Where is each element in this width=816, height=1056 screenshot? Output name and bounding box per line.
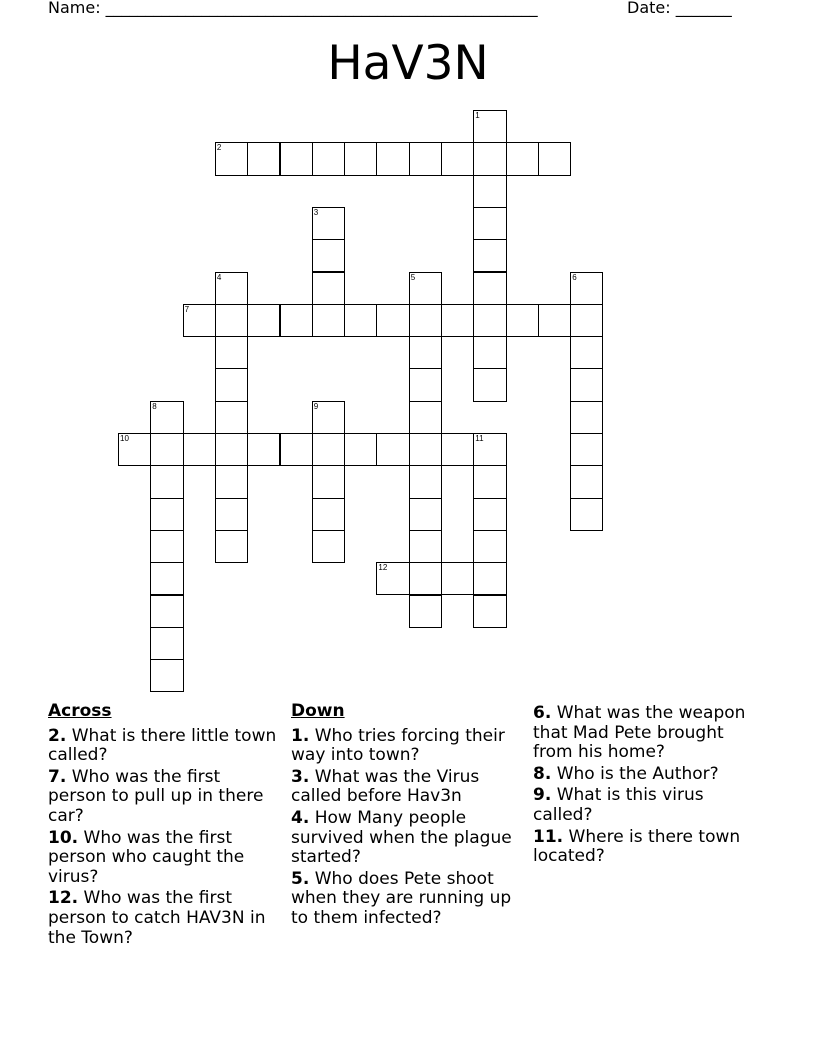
- grid-cell[interactable]: [473, 368, 506, 401]
- grid-cell[interactable]: [312, 272, 345, 305]
- grid-cell[interactable]: [312, 239, 345, 272]
- clue-text: What is there little town called?: [48, 725, 277, 766]
- clue-text: What was the Virus called before Hav3n: [291, 766, 480, 807]
- grid-cell[interactable]: [312, 498, 345, 531]
- clue-number: 3.: [291, 766, 310, 787]
- grid-cell[interactable]: [376, 142, 409, 175]
- grid-cell[interactable]: [538, 142, 571, 175]
- clue-down-11: [533, 828, 768, 867]
- grid-cell[interactable]: [344, 142, 377, 175]
- clue-number: 8.: [533, 763, 552, 784]
- clue-text: Who was the first person who caught the virus?: [48, 827, 245, 887]
- grid-cell[interactable]: [409, 368, 442, 401]
- clue-text: Who tries forcing their way into town?: [291, 725, 505, 766]
- grid-cell[interactable]: [280, 304, 313, 337]
- grid-cell[interactable]: [215, 530, 248, 563]
- clue-number: 6.: [533, 703, 552, 723]
- clue-number-label: 6: [572, 272, 577, 282]
- clue-text: Who is the Author?: [556, 763, 719, 784]
- clue-across-10: [48, 829, 280, 888]
- clue-number-label: 12: [378, 563, 388, 573]
- grid-cell[interactable]: [409, 530, 442, 563]
- grid-cell[interactable]: [473, 175, 506, 208]
- clue-number: 2.: [48, 725, 67, 746]
- grid-cell[interactable]: [409, 595, 442, 628]
- grid-cell[interactable]: [409, 498, 442, 531]
- grid-cell[interactable]: [570, 465, 603, 498]
- grid-cell[interactable]: [183, 433, 216, 466]
- clue-text: How Many people survived when the plague started?: [291, 807, 512, 868]
- grid-cell[interactable]: [150, 562, 183, 595]
- grid-cell[interactable]: [150, 433, 183, 466]
- grid-cell[interactable]: [150, 465, 183, 498]
- clue-down-5: [291, 870, 523, 929]
- clue-number: 4.: [291, 807, 310, 828]
- clue-down-4: [291, 809, 523, 868]
- clue-text: Where is there town located?: [533, 826, 741, 867]
- across-clues: [48, 702, 280, 950]
- grid-cell[interactable]: [473, 207, 506, 240]
- grid-cell[interactable]: [247, 142, 280, 175]
- grid-cell[interactable]: [409, 304, 442, 337]
- grid-cell[interactable]: [312, 142, 345, 175]
- grid-cell[interactable]: [215, 368, 248, 401]
- clue-number: 1.: [291, 725, 310, 746]
- grid-cell[interactable]: [473, 530, 506, 563]
- clue-text: Who was the first person to catch HAV3N in the Town?: [48, 888, 266, 948]
- clue-text: Who does Pete shoot when they are running up to them infected?: [291, 868, 512, 928]
- clue-number: 5.: [291, 868, 310, 889]
- grid-cell[interactable]: [150, 595, 183, 628]
- down-clues: [291, 702, 523, 931]
- grid-cell[interactable]: [473, 239, 506, 272]
- grid-cell[interactable]: [150, 498, 183, 531]
- grid-cell[interactable]: [215, 433, 248, 466]
- clue-number: 7.: [48, 766, 67, 787]
- grid-cell[interactable]: [312, 433, 345, 466]
- down-clues-continued: [533, 704, 768, 869]
- grid-cell[interactable]: [441, 433, 474, 466]
- grid-cell[interactable]: [247, 433, 280, 466]
- grid-cell[interactable]: [473, 562, 506, 595]
- grid-cell[interactable]: [280, 142, 313, 175]
- grid-cell[interactable]: [506, 304, 539, 337]
- grid-cell[interactable]: [473, 465, 506, 498]
- clue-number-label: 1: [475, 111, 480, 120]
- clue-number-label: 9: [313, 401, 319, 411]
- clue-text: What was the weapon that Mad Pete brought from his home?: [533, 703, 746, 763]
- clue-number-label: 8: [152, 401, 157, 411]
- grid-cell[interactable]: [215, 401, 248, 434]
- grid-cell[interactable]: [280, 433, 313, 466]
- grid-cell[interactable]: [570, 401, 603, 434]
- grid-cell[interactable]: [473, 498, 506, 531]
- grid-cell[interactable]: [473, 272, 506, 305]
- grid-cell[interactable]: [570, 304, 603, 337]
- clue-down-6: [533, 704, 768, 763]
- grid-cell[interactable]: [215, 336, 248, 369]
- clue-number-label: 2: [216, 143, 222, 153]
- grid-cell[interactable]: [312, 304, 345, 337]
- grid-cell[interactable]: [409, 142, 442, 175]
- clue-down-8: [533, 765, 768, 785]
- grid-cell[interactable]: [570, 433, 603, 466]
- across-heading: Across: [48, 701, 112, 721]
- grid-cell[interactable]: [409, 465, 442, 498]
- grid-cell[interactable]: [409, 336, 442, 369]
- clue-number-label: 7: [184, 304, 190, 314]
- grid-cell[interactable]: [376, 304, 409, 337]
- clue-number-label: 4: [216, 272, 222, 282]
- clue-number-label: 3: [313, 207, 319, 217]
- clue-number: 10.: [48, 827, 79, 848]
- grid-cell[interactable]: [312, 530, 345, 563]
- name-field-label: Name: ______________________________________________________: [48, 0, 538, 17]
- grid-cell[interactable]: [150, 530, 183, 563]
- clue-number: 12.: [48, 888, 79, 909]
- clue-down-3: [291, 768, 523, 807]
- puzzle-title: HaV3N: [327, 36, 489, 91]
- grid-cell[interactable]: [409, 433, 442, 466]
- grid-cell[interactable]: [344, 304, 377, 337]
- clue-across-7: [48, 768, 280, 827]
- grid-cell[interactable]: [473, 142, 506, 175]
- grid-cell[interactable]: [376, 433, 409, 466]
- grid-cell[interactable]: [409, 562, 442, 595]
- grid-cell[interactable]: [150, 627, 183, 660]
- clue-text: What is this virus called?: [533, 785, 704, 825]
- grid-cell[interactable]: [150, 659, 183, 692]
- clue-number: 11.: [533, 826, 564, 847]
- clue-number-label: 10: [120, 434, 129, 443]
- grid-cell[interactable]: [506, 142, 539, 175]
- clue-down-1: [291, 727, 523, 766]
- grid-cell[interactable]: [473, 304, 506, 337]
- date-field-label: Date: _______: [627, 0, 732, 17]
- down-heading: Down: [291, 701, 345, 721]
- grid-cell[interactable]: [570, 368, 603, 401]
- clue-down-9: [533, 786, 768, 825]
- clue-number: 9.: [533, 785, 552, 806]
- grid-cell[interactable]: [409, 401, 442, 434]
- grid-cell[interactable]: [441, 304, 474, 337]
- clue-across-12: [48, 889, 280, 948]
- grid-cell[interactable]: [215, 498, 248, 531]
- grid-cell[interactable]: [312, 465, 345, 498]
- grid-cell[interactable]: [538, 304, 571, 337]
- grid-cell[interactable]: [441, 142, 474, 175]
- grid-cell[interactable]: [247, 304, 280, 337]
- clue-text: Who was the first person to pull up in there car?: [48, 766, 264, 826]
- grid-cell[interactable]: [215, 465, 248, 498]
- grid-cell[interactable]: [215, 304, 248, 337]
- grid-cell[interactable]: [473, 595, 506, 628]
- clue-across-2: [48, 727, 280, 766]
- clue-number-label: 11: [475, 434, 484, 443]
- grid-cell[interactable]: [473, 336, 506, 369]
- clue-number-label: 5: [410, 272, 416, 282]
- grid-cell[interactable]: [344, 433, 377, 466]
- grid-cell[interactable]: [570, 498, 603, 531]
- grid-cell[interactable]: [441, 562, 474, 595]
- grid-cell[interactable]: [570, 336, 603, 369]
